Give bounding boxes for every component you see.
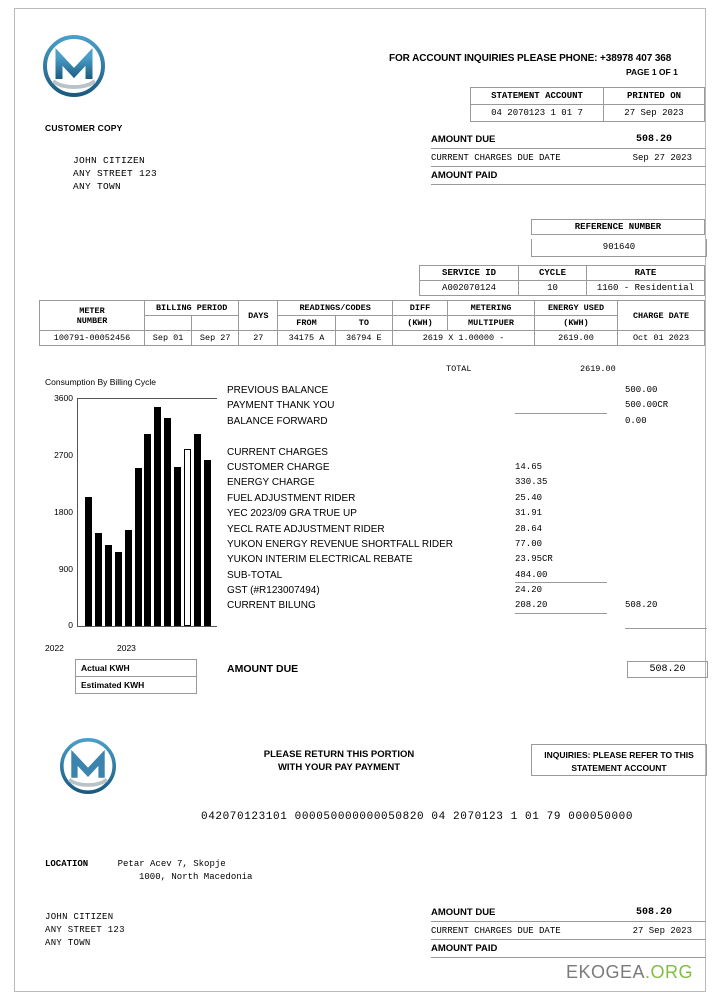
energy-unit-header: (KWH) [535,316,618,331]
charge-label: CURRENT CHARGES [227,446,328,458]
inquiries-line-1: INQUIRIES: PLEASE REFER TO THIS [544,750,694,760]
chart-title: Consumption By Billing Cycle [45,377,157,387]
due-date-row [431,149,706,167]
amount-paid-row [431,167,706,185]
divider [515,582,607,583]
meter-number-value: 100791-00052456 [40,331,145,346]
stub-amount-due-value: 508.20 [635,907,672,918]
charge-label: CUSTOMER CHARGE [227,461,330,473]
ocr-scanline: 042070123101 000050000000050820 04 2070123 1 01 79 000050000 [201,811,634,823]
charge-amount: 208.20 [515,600,548,611]
watermark-org: .ORG [645,962,694,982]
chart-bar [204,460,211,626]
reference-number-table [531,219,705,235]
address-line: JOHN CITIZEN [45,912,114,922]
chart-bar [194,434,201,626]
service-id-header: SERVICE ID [420,266,519,281]
divider [515,613,607,614]
stub-amount-due-row [431,904,706,922]
chart-bar [105,545,112,626]
period-to-value: Sep 27 [192,331,239,346]
chart-bar [144,434,151,626]
charge-amount: 31.91 [515,508,543,519]
company-logo-icon [43,35,105,97]
charge-label: YECL RATE ADJUSTMENT RIDER [227,523,385,535]
chart-bar [164,418,171,626]
cycle-header: CYCLE [519,266,587,281]
reading-from-value: 34175 A [278,331,335,346]
legend-actual: Actual KWH [76,660,196,677]
meter-total-label: TOTAL [446,364,472,374]
y-tick-label: 2700 [54,450,73,460]
return-line-2: WITH YOUR PAY PAYMENT [277,762,401,773]
stub-amount-paid-label: AMOUNT PAID [431,943,498,954]
inquiries-line-2: STATEMENT ACCOUNT [571,763,667,773]
charge-row [227,554,707,569]
x-tick-label: 2023 [117,643,136,653]
chart-bar [115,552,122,626]
divider [515,413,607,414]
chart-bar [174,467,181,626]
meter-header-l2: NUMBER [76,315,108,326]
charge-label: PREVIOUS BALANCE [227,385,329,396]
chart-bar [135,468,142,626]
amount-due-summary-value: 508.20 [627,661,708,678]
statement-account-table [470,87,705,122]
location-block [45,858,252,884]
charge-label: PAYMENT THANK YOU [227,400,335,412]
amount-paid-label: AMOUNT PAID [431,170,498,181]
stub-amount-due-label: AMOUNT DUE [431,907,496,918]
meter-total-value: 2619.00 [580,364,616,374]
customer-copy-label: CUSTOMER COPY [45,123,123,133]
charge-row [227,400,707,415]
days-header: DAYS [239,301,278,331]
energy-used-value: 2619.00 [535,331,618,346]
diff-header: DIFF [393,301,448,316]
stub-due-date-value: 27 Sep 2023 [632,925,692,936]
watermark-eko: EKOGEA [566,962,646,982]
stub-inquiries-box [531,744,707,776]
charge-row [227,416,707,431]
watermark [566,962,693,983]
x-tick-label: 2022 [45,643,64,653]
charge-label: YEC 2023/09 GRA TRUE UP [227,508,357,520]
stub-due-date-label: CURRENT CHARGES DUE DATE [431,925,561,936]
location-line-1: Petar Acev 7, Skopje [117,859,226,869]
page-number: PAGE 1 OF 1 [626,67,678,77]
legend-estimated: Estimated KWH [81,680,145,690]
location-label: LOCATION [45,859,89,869]
rate-header: RATE [586,266,704,281]
address-line: ANY TOWN [73,181,122,192]
charge-total: 508.20 [625,600,658,611]
charge-label: ENERGY CHARGE [227,477,315,489]
charge-amount: 23.95CR [515,554,553,565]
charge-amount: 14.65 [515,461,543,472]
statement-account-value: 04 2070123 1 01 7 [471,105,604,122]
days-value: 27 [239,331,278,346]
charge-row [227,600,707,615]
consumption-chart [45,389,220,653]
charge-row [227,462,707,477]
from-header: FROM [278,316,335,331]
chart-bar [85,497,92,626]
meter-header-l1: METER [79,305,105,316]
amount-due-row [431,131,706,149]
chart-bar [184,449,191,626]
charge-total: 500.00 [625,385,658,395]
charge-label: SUB-TOTAL [227,569,283,581]
amount-due-value: 508.20 [635,134,672,145]
charge-row [227,524,707,539]
charge-date-value: Oct 01 2023 [618,331,705,346]
charge-date-header: CHARGE DATE [618,301,705,331]
reference-number-value: 901640 [531,239,707,257]
to-header: TO [335,316,392,331]
printed-on-header: PRINTED ON [604,88,705,105]
reading-to-value: 36794 E [335,331,392,346]
return-line-1: PLEASE RETURN THIS PORTION [263,749,415,760]
chart-bars [78,399,217,626]
company-logo-icon [60,738,116,794]
chart-bar [125,530,132,626]
y-tick-label: 3600 [54,393,73,403]
statement-account-header: STATEMENT ACCOUNT [471,88,604,105]
divider [625,628,707,629]
diff-multiplier-value: 2619 X 1.00000 - [393,331,535,346]
stub-due-date-row [431,922,706,940]
location-line-2: 1000, North Macedonia [139,872,253,882]
charge-label: BALANCE FORWARD [227,415,328,427]
service-table [419,265,705,296]
charge-label: GST (#R123007494) [227,585,320,597]
stub-amount-paid-row [431,940,706,958]
metering-header: METERING [448,301,535,316]
charge-row [227,477,707,492]
printed-on-value: 27 Sep 2023 [604,105,705,122]
amount-due-summary-label: AMOUNT DUE [227,663,299,675]
customer-address [73,154,157,193]
account-inquiries-phone: FOR ACCOUNT INQUIRIES PLEASE PHONE: +38978 407 368 [389,53,672,64]
charge-row [227,570,707,585]
charge-amount: 28.64 [515,523,543,534]
readings-codes-header: READINGS/CODES [278,301,393,316]
y-tick-label: 1800 [54,507,73,517]
stub-amount-block [431,904,706,958]
chart-plot-area [77,398,217,627]
amount-due-label: AMOUNT DUE [431,134,496,145]
return-portion-note [244,748,434,774]
meter-reading-table [39,300,705,346]
multiplier-header: MULTIPUER [448,316,535,331]
meter-number-header [40,301,145,331]
address-line: ANY TOWN [45,938,91,948]
charge-label: FUEL ADJUSTMENT RIDER [227,492,356,504]
charge-total: 0.00 [625,415,647,426]
charge-total: 500.00CR [625,400,669,411]
invoice-page [14,8,706,992]
stub-customer-address [45,911,125,950]
rate-value: 1160 - Residential [586,281,704,296]
charge-label: YUKON INTERIM ELECTRICAL REBATE [227,554,413,566]
address-line: ANY STREET 123 [73,168,158,179]
charge-row [227,539,707,554]
charge-label: CURRENT BILUNG [227,600,316,612]
due-date-label: CURRENT CHARGES DUE DATE [431,152,561,163]
address-line: JOHN CITIZEN [73,155,146,166]
address-line: ANY STREET 123 [45,925,125,935]
charge-amount: 330.35 [515,477,548,488]
charge-amount: 77.00 [515,538,543,549]
y-tick-label: 0 [68,620,73,630]
amount-due-block [431,131,706,185]
reference-number-header: REFERENCE NUMBER [532,220,705,235]
chart-bar [154,407,161,626]
charge-row [227,508,707,523]
diff-unit-header: (KWH) [393,316,448,331]
period-from-value: Sep 01 [145,331,192,346]
service-id-value: A002070124 [420,281,519,296]
charge-amount: 25.40 [515,492,543,503]
charge-label: YUKON ENERGY REVENUE SHORTFALL RIDER [227,538,453,550]
chart-legend [75,659,197,694]
y-tick-label: 900 [58,564,73,574]
energy-used-header: ENERGY USED [535,301,618,316]
chart-bar [95,533,102,626]
charge-row [227,385,707,400]
charge-amount: 484.00 [515,569,548,580]
charges-list [227,385,707,616]
charge-row [227,447,707,462]
charge-row [227,431,707,446]
due-date-value: Sep 27 2023 [632,152,692,163]
charge-amount: 24.20 [515,585,543,596]
billing-period-header: BILLING PERIOD [145,301,239,316]
charge-row [227,585,707,600]
charge-row [227,493,707,508]
cycle-value: 10 [519,281,587,296]
